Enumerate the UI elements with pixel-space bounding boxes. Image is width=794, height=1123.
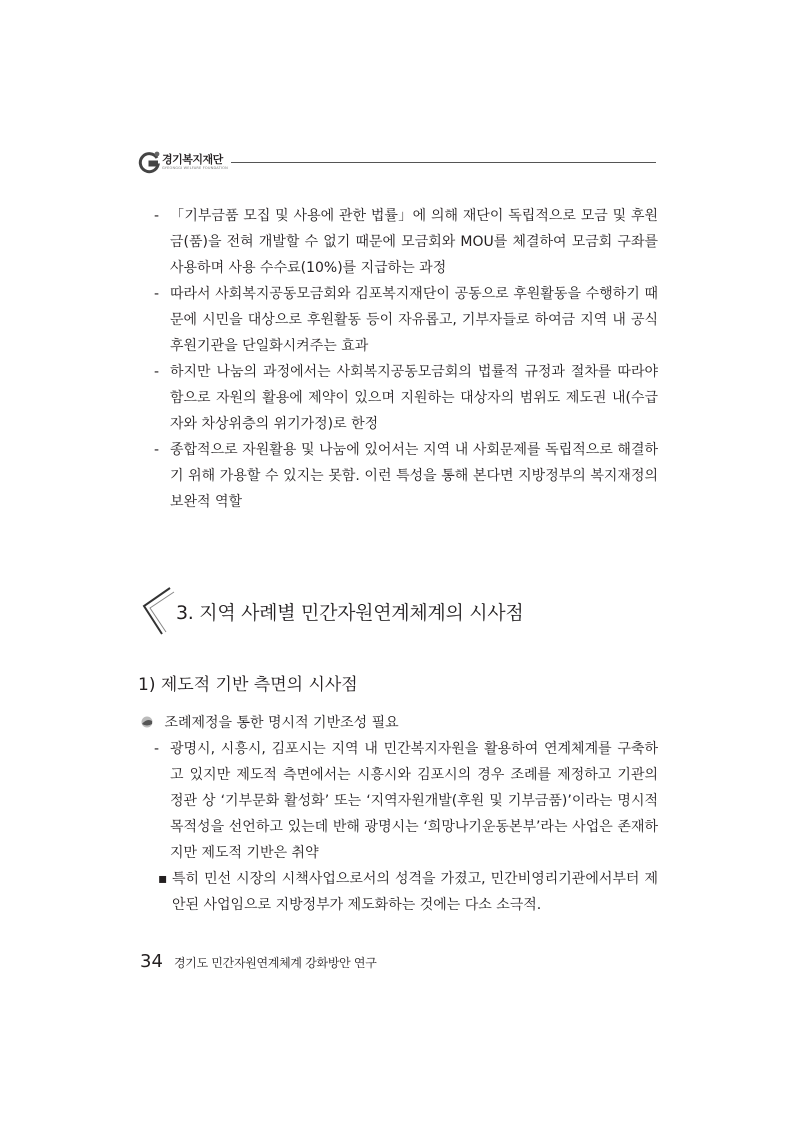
square-marker: ▪ [158, 871, 168, 887]
bottom-item-list [154, 736, 658, 918]
sub-list-item [154, 866, 658, 918]
heading-bracket-icon [140, 584, 180, 640]
dash-marker: - [154, 208, 160, 224]
list-item [154, 359, 658, 437]
list-item [154, 437, 658, 515]
subsection-title: 1) 제도적 기반 측면의 시사점 [138, 675, 358, 695]
round-bullet-icon [140, 715, 154, 729]
list-item-text: 따라서 사회복지공동모금회와 김포복지재단이 공동으로 후원활동을 수행하기 때문에 시민을 대상으로 후원활동 등이 자유롭고, 기부자들로 하여금 지역 내 공식 후원기관을 단일화시켜주는 효과 [170, 286, 658, 354]
top-item-list [154, 203, 658, 515]
dash-marker: - [154, 442, 160, 458]
org-name: 경기복지재단 [162, 153, 223, 166]
running-header [138, 148, 656, 176]
foundation-logo-icon [138, 150, 162, 174]
section-heading [140, 584, 640, 644]
bullet-heading-text: 조례제정을 통한 명시적 기반조성 필요 [164, 715, 399, 731]
list-item-text: 광명시, 시흥시, 김포시는 지역 내 민간복지자원을 활용하여 연계체계를 구축하고 있지만 제도적 측면에서는 시흥시와 김포시의 경우 조례를 제정하고 기관의 정관 상 ‘기부문화 활성화’ 또는 ‘지역자원개발(후원 및 기부금품)’이라는 명시적 목적성을 선언하고 있는데 반해 광명시는 ‘희망나기운동본부’라는 사업은 존재하지만 제도적 기반은 취약 [170, 741, 658, 861]
list-item [154, 203, 658, 281]
page-number: 34 [140, 951, 163, 972]
dash-marker: - [154, 364, 160, 380]
page-footer [140, 951, 377, 972]
dash-marker: - [154, 286, 160, 302]
list-item [154, 281, 658, 359]
sub-list-item-text: 특히 민선 시장의 시책사업으로서의 성격을 가졌고, 민간비영리기관에서부터 제안된 사업임으로 지방정부가 제도화하는 것에는 다소 소극적. [172, 871, 658, 913]
list-item [154, 736, 658, 866]
footer-title: 경기도 민간자원연계체계 강화방안 연구 [174, 956, 377, 970]
dash-marker: - [154, 741, 160, 757]
list-item-text: 종합적으로 자원활용 및 나눔에 있어서는 지역 내 사회문제를 독립적으로 해결하기 위해 가용할 수 있지는 못함. 이런 특성을 통해 본다면 지방정부의 복지재정의 보완적 역할 [170, 442, 658, 510]
section-title: 3. 지역 사례별 민간자원연계체계의 시사점 [176, 602, 524, 624]
list-item-text: 하지만 나눔의 과정에서는 사회복지공동모금회의 법률적 규정과 절차를 따라야 함으로 자원의 활용에 제약이 있으며 지원하는 대상자의 범위도 제도권 내(수급자와 차상위층의 위기가정)로 한정 [170, 364, 658, 432]
bullet-heading [140, 710, 399, 736]
header-rule [231, 162, 656, 163]
list-item-text: 「기부금품 모집 및 사용에 관한 법률」에 의해 재단이 독립적으로 모금 및 후원금(품)을 전혀 개발할 수 없기 때문에 모금회와 MOU를 체결하여 모금회 구좌를 사용하며 사용 수수료(10%)를 지급하는 과정 [170, 208, 658, 276]
org-name-english: GYEONGGI WELFARE FOUNDATION [162, 166, 228, 170]
